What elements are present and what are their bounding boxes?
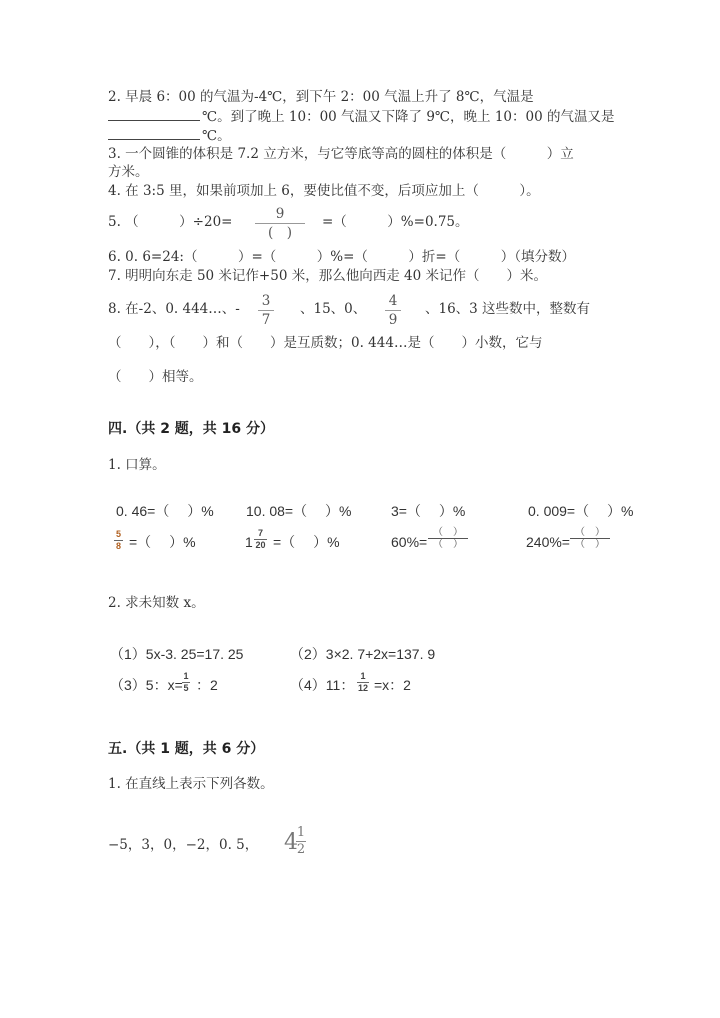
q3-line2: 方米。 [108, 164, 149, 180]
q2-line3-text: ℃。 [202, 128, 231, 144]
fraction-denominator: 20 [255, 540, 266, 550]
fraction-numerator: 7 [257, 528, 263, 538]
q5-suffix: =（ ）%=0.75。 [322, 214, 469, 230]
section-4-q1-title: 1. 口算。 [108, 457, 166, 473]
fraction-numerator: 5 [115, 529, 121, 539]
fraction-denominator: （ ） [433, 539, 463, 550]
equation-1: （1）5x-3. 25=17. 25 [110, 646, 244, 662]
numbers-text: −5，3，0，−2，0. 5， [108, 837, 259, 853]
equation-3-suffix: ：2 [196, 677, 218, 693]
mental-math-item: 10. 08=（ ）% [246, 503, 352, 519]
q2-line1: 2. 早晨 6：00 的气温为-4℃，到下午 2：00 气温上升了 8℃，气温是 [108, 89, 534, 105]
fraction-denominator: 7 [261, 312, 271, 328]
mixed-number-whole: 4 [284, 830, 298, 855]
fraction-denominator: ( ) [267, 225, 293, 241]
fraction-numerator: 4 [388, 293, 398, 309]
mental-math-text: 240%= [526, 534, 570, 550]
fraction-bar [385, 310, 401, 311]
equation-2: （2）3×2. 7+2x=137. 9 [290, 646, 436, 662]
fraction-denominator: 8 [115, 541, 121, 551]
mental-math-text: 60%= [391, 534, 428, 550]
mental-math-text: =（ ）% [273, 534, 340, 550]
fraction-denominator: 9 [388, 312, 398, 328]
q8-line2: （ ），（ ）和（ ）是互质数；0. 444…是（ ）小数，它与 [108, 335, 543, 351]
equation-4-prefix: （4）11： [290, 677, 355, 693]
fraction-numerator: 1 [183, 671, 189, 681]
q2-line3 [108, 126, 231, 145]
q8-fraction-1 [258, 293, 274, 328]
equation-3-prefix: （3）5：x= [110, 677, 183, 693]
fraction-bar [258, 310, 274, 311]
fraction-denominator: 2 [296, 842, 306, 857]
fraction-1-5 [182, 672, 190, 693]
fraction-bar [255, 223, 305, 224]
q5-prefix: 5. （ ）÷20= [108, 214, 233, 230]
q5-fraction [255, 206, 305, 241]
fraction-numerator: 9 [275, 206, 285, 222]
answer-blank[interactable] [108, 107, 200, 121]
answer-blank[interactable] [108, 126, 200, 140]
q8-part2: 、15、0、 [300, 301, 367, 317]
question-7: 7. 明明向东走 50 米记作+50 米，那么他向西走 40 米记作（ ）米。 [108, 268, 547, 284]
q8-part3: 、16、3 这些数中，整数有 [425, 301, 591, 317]
fraction-denominator: （ ） [575, 539, 605, 550]
fraction-numerator: （ ） [433, 527, 463, 538]
q8-line3: （ ）相等。 [108, 369, 203, 385]
question-4: 4. 在 3:5 里，如果前项加上 6，要使比值不变，后项应加上（ ）。 [108, 183, 540, 199]
question-6: 6. 0. 6=24:（ ）=（ ）%=（ ）折=（ ）（填分数） [108, 249, 575, 265]
q2-line2 [108, 107, 614, 126]
q2-line2-text: ℃。到了晚上 10：00 气温又下降了 9℃，晚上 10：00 的气温又是 [202, 109, 615, 125]
fraction-numerator: 1 [296, 825, 306, 840]
section-4-q2-title: 2. 求未知数 x。 [108, 595, 205, 611]
section-5-q1-title: 1. 在直线上表示下列各数。 [108, 776, 274, 792]
mixed-number-fraction [296, 826, 306, 857]
blank-fraction[interactable] [428, 528, 468, 549]
q8-fraction-2 [385, 293, 401, 328]
fraction-numerator: 1 [360, 671, 366, 681]
mental-math-item: 0. 009=（ ）% [528, 503, 634, 519]
equation-4-suffix: =x：2 [374, 677, 411, 693]
fraction-denominator: 5 [183, 683, 189, 693]
fraction-5-8 [114, 530, 123, 551]
blank-fraction[interactable] [570, 528, 610, 549]
fraction-numerator: （ ） [575, 527, 605, 538]
fraction-numerator: 3 [261, 293, 271, 309]
fraction-1-12 [357, 672, 369, 693]
section-5-heading: 五.（共 1 题，共 6 分） [108, 741, 265, 757]
fraction-denominator: 12 [357, 683, 368, 693]
mixed-whole: 1 [245, 534, 253, 550]
mental-math-item: 3=（ ）% [391, 503, 466, 519]
q3-line1: 3. 一个圆锥的体积是 7.2 立方米，与它等底等高的圆柱的体积是（ ）立 [108, 146, 574, 162]
mental-math-text: =（ ）% [129, 534, 196, 550]
q8-part1: 8. 在-2、0. 444…、- [108, 301, 240, 317]
section-4-heading: 四.（共 2 题，共 16 分） [108, 421, 275, 437]
mental-math-item: 0. 46=（ ）% [116, 503, 214, 519]
fraction-7-20 [254, 529, 267, 550]
